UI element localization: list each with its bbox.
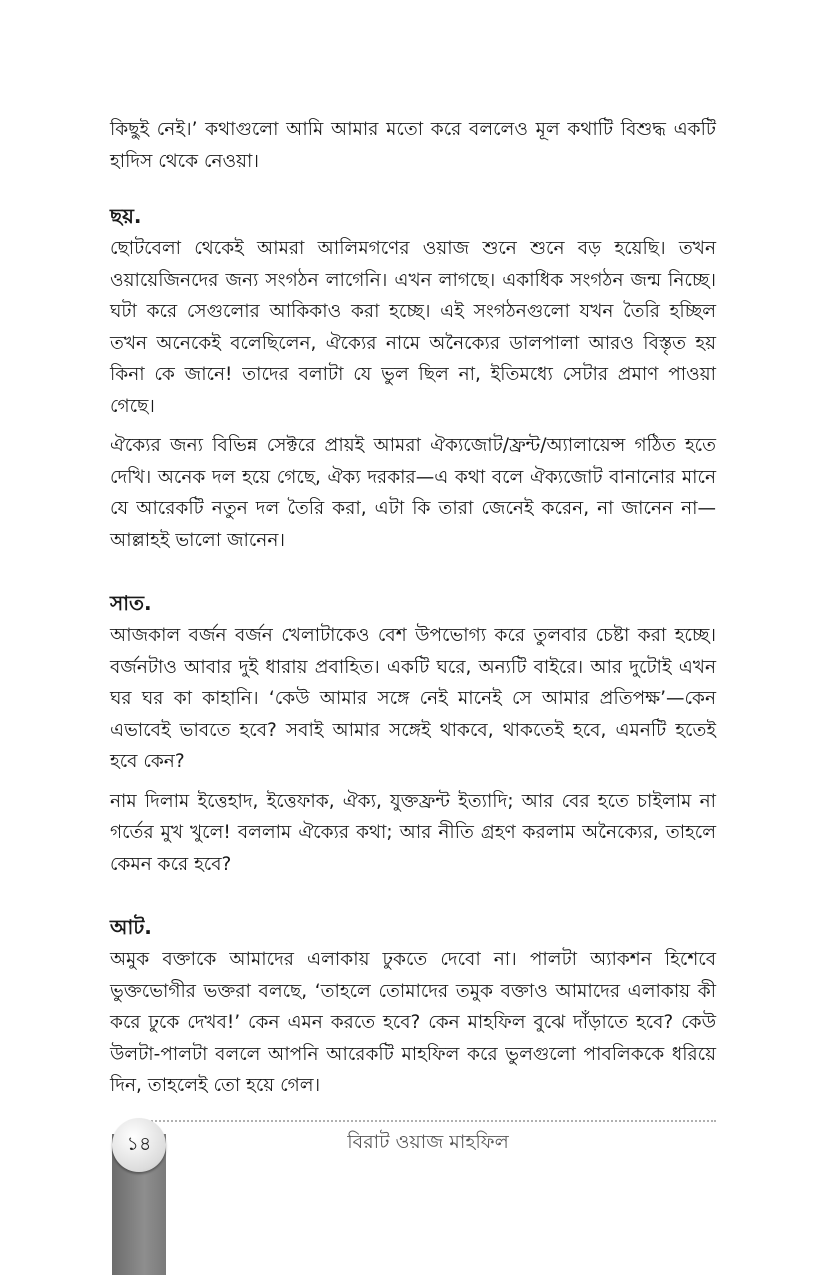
paragraph: ছোটবেলা থেকেই আমরা আলিমগণের ওয়াজ শুনে শুনে বড় হয়েছি। তখন ওয়ায়েজিনদের জন্য সংগঠন লাগেনি। এখন লাগছে। একাধিক সংগঠন জন্ম নিচ্ছে। ঘটা করে সেগুলোর আকিকাও করা হচ্ছে। এই সংগঠনগুলো যখন তৈরি হচ্ছিল তখন অনেকেই বলেছিলেন, ঐক্যের নামে অনৈক্যের ডালপালা আরও বিস্তৃত হয় কিনা কে জানে! তাদের বলাটা যে ভুল ছিল না, ইতিমধ্যে সেটার প্রমাণ পাওয়া গেছে। — [110, 238, 716, 417]
paragraph: নাম দিলাম ইত্তেহাদ, ইত্তেফাক, ঐক্য, যুক্তফ্রন্ট ইত্যাদি; আর বের হতে চাইলাম না গর্তের মুখ খুলে! বললাম ঐক্যের কথা; আর নীতি গ্রহণ করলাম অনৈক্যের, তাহলে কেমন করে হবে? — [110, 790, 716, 875]
footer-book-title: বিরাট ওয়াজ মাহফিল — [347, 1131, 509, 1153]
paragraph: অমুক বক্তাকে আমাদের এলাকায় ঢুকতে দেবো না। পালটা অ্যাকশন হিশেবে ভুক্তভোগীর ভক্তরা বলছে, ‘তাহলে তোমাদের তমুক বক্তাও আমাদের এলাকায় কী করে ঢুকে দেখব!’ কেন এমন করতে হবে? কেন মাহফিল বুঝে দাঁড়াতে হবে? কেউ উলটা-পালটা বললে আপনি আরেকটি মাহফিল করে ভুলগুলো পাবলিককে ধরিয়ে দিন, তাহলেই তো হয়ে গেল। — [110, 949, 716, 1096]
section-heading: সাত. — [110, 591, 152, 615]
section-heading: আট. — [110, 915, 152, 939]
page-body — [110, 114, 716, 1110]
section-heading: ছয়. — [110, 204, 142, 228]
page-number: ১৪ — [112, 1118, 166, 1172]
paragraph: আজকাল বর্জন বর্জন খেলাটাকেও বেশ উপভোগ্য করে তুলবার চেষ্টা করা হচ্ছে। বর্জনটাও আবার দুই ধারায় প্রবাহিত। একটি ঘরে, অন্যটি বাইরে। আর দুটোই এখন ঘর ঘর কা কাহানি। ‘কেউ আমার সঙ্গে নেই মানেই সে আমার প্রতিপক্ষ’—কেন এভাবেই ভাবতে হবে? সবাই আমার সঙ্গেই থাকবে, থাকতেই হবে, এমনটি হতেই হবে কেন? — [110, 625, 716, 772]
footer-divider — [140, 1120, 716, 1122]
paragraph: ঐক্যের জন্য বিভিন্ন সেক্টরে প্রায়ই আমরা ঐক্যজোট/ফ্রন্ট/অ্যালায়েন্স গঠিত হতে দেখি। অনেক দল হয়ে গেছে, ঐক্য দরকার—এ কথা বলে ঐক্যজোট বানানোর মানে যে আরেকটি নতুন দল তৈরি করা, এটা কি তারা জেনেই করেন, না জানেন না—আল্লাহই ভালো জানেন। — [110, 435, 716, 551]
paragraph: কিছুই নেই।’ কথাগুলো আমি আমার মতো করে বললেও মূল কথাটি বিশুদ্ধ একটি হাদিস থেকে নেওয়া। — [110, 119, 716, 172]
